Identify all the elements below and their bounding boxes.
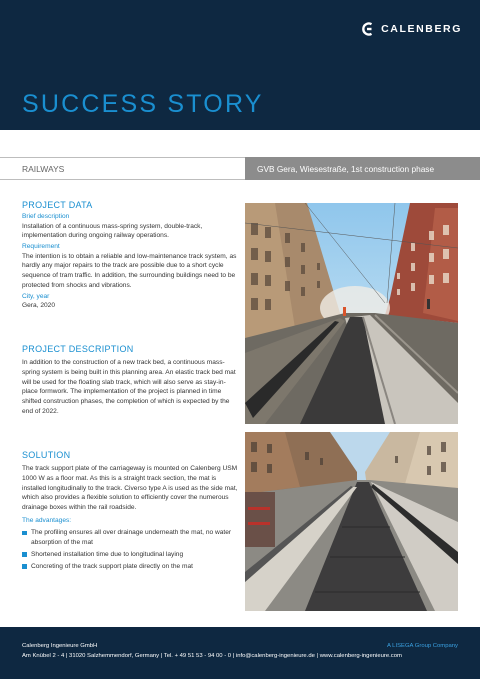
contact-line: Am Knübel 2 - 4 | 31020 Salzhemmendorf, Germany | Tel. + 49 51 53 - 94 00 - 0 | info@calenberg-ingenieure.de | www.calenberg-ingenieure.com — [22, 653, 402, 659]
advantage-text: Concreting of the track support plate directly on the mat — [31, 562, 193, 570]
construction-site-photo — [245, 203, 458, 424]
project-data-section — [22, 200, 240, 311]
page-title: SUCCESS STORY — [22, 90, 264, 118]
city-year-label: City, year — [22, 292, 50, 300]
footer — [0, 627, 480, 679]
company-name: Calenberg Ingenieure GmbH — [22, 643, 98, 649]
requirement-text: The intention is to obtain a reliable and low-maintenance track system, as hardly any major repairs to the track are possible due to a short cycle sequence of tram traffic. In addition, the surrounding buildings need to be protected from shocks and vibrations. — [22, 252, 237, 289]
brief-description-text: Installation of a continuous mass-spring system, double-track, implementation during ongoing railway operations. — [22, 222, 203, 240]
brand-name: CALENBERG — [381, 23, 462, 35]
project-title: GVB Gera, Wiesestraße, 1st construction phase — [245, 157, 480, 180]
requirement-label: Requirement — [22, 243, 60, 251]
category-label: RAILWAYS — [0, 157, 245, 180]
project-description-text: In addition to the construction of a new track bed, a continuous mass-spring system is being built in this planning area. An elastic track bed mat will be used for the floating slab track, which will also serve as stay-in-place formwork. The implementation of the project is planned in time shifted construction phases, the completion of which is expected by the end of 2022. — [22, 359, 236, 415]
bullet-square-icon — [22, 531, 27, 536]
bullet-square-icon — [22, 552, 27, 557]
solution-heading: SOLUTION — [22, 450, 71, 460]
calenberg-logo — [361, 22, 462, 36]
city-year-text: Gera, 2020 — [22, 302, 55, 310]
advantages-list — [22, 528, 240, 571]
project-data-heading: PROJECT DATA — [22, 200, 93, 210]
solution-text: The track support plate of the carriageway is mounted on Calenberg USM 1000 W as a floor mat. As this is a straight track section, the mat is installed longitudinally to the track. Civerso type A is used as the side mat, which also provides a flexible solution to efficiently cover the numerous drainage boxes within the rail roadside. — [22, 465, 238, 511]
bullet-square-icon — [22, 564, 27, 569]
advantage-text: Shortened installation time due to longitudinal laying — [31, 550, 184, 558]
calenberg-logo-icon — [361, 22, 375, 36]
brief-description-label: Brief description — [22, 213, 70, 220]
solution-section — [22, 450, 240, 573]
list-item — [22, 550, 240, 560]
header-banner — [0, 0, 480, 130]
group-tagline: A LISEGA Group Company — [386, 643, 458, 649]
advantages-label: The advantages: — [22, 516, 72, 524]
advantage-text: The profiling ensures all over drainage underneath the mat, no water absorption of the mat — [31, 529, 232, 547]
list-item — [22, 528, 240, 548]
project-description-section — [22, 344, 240, 417]
project-description-heading: PROJECT DESCRIPTION — [22, 344, 134, 354]
track-mat-photo — [245, 432, 458, 611]
list-item — [22, 562, 240, 572]
